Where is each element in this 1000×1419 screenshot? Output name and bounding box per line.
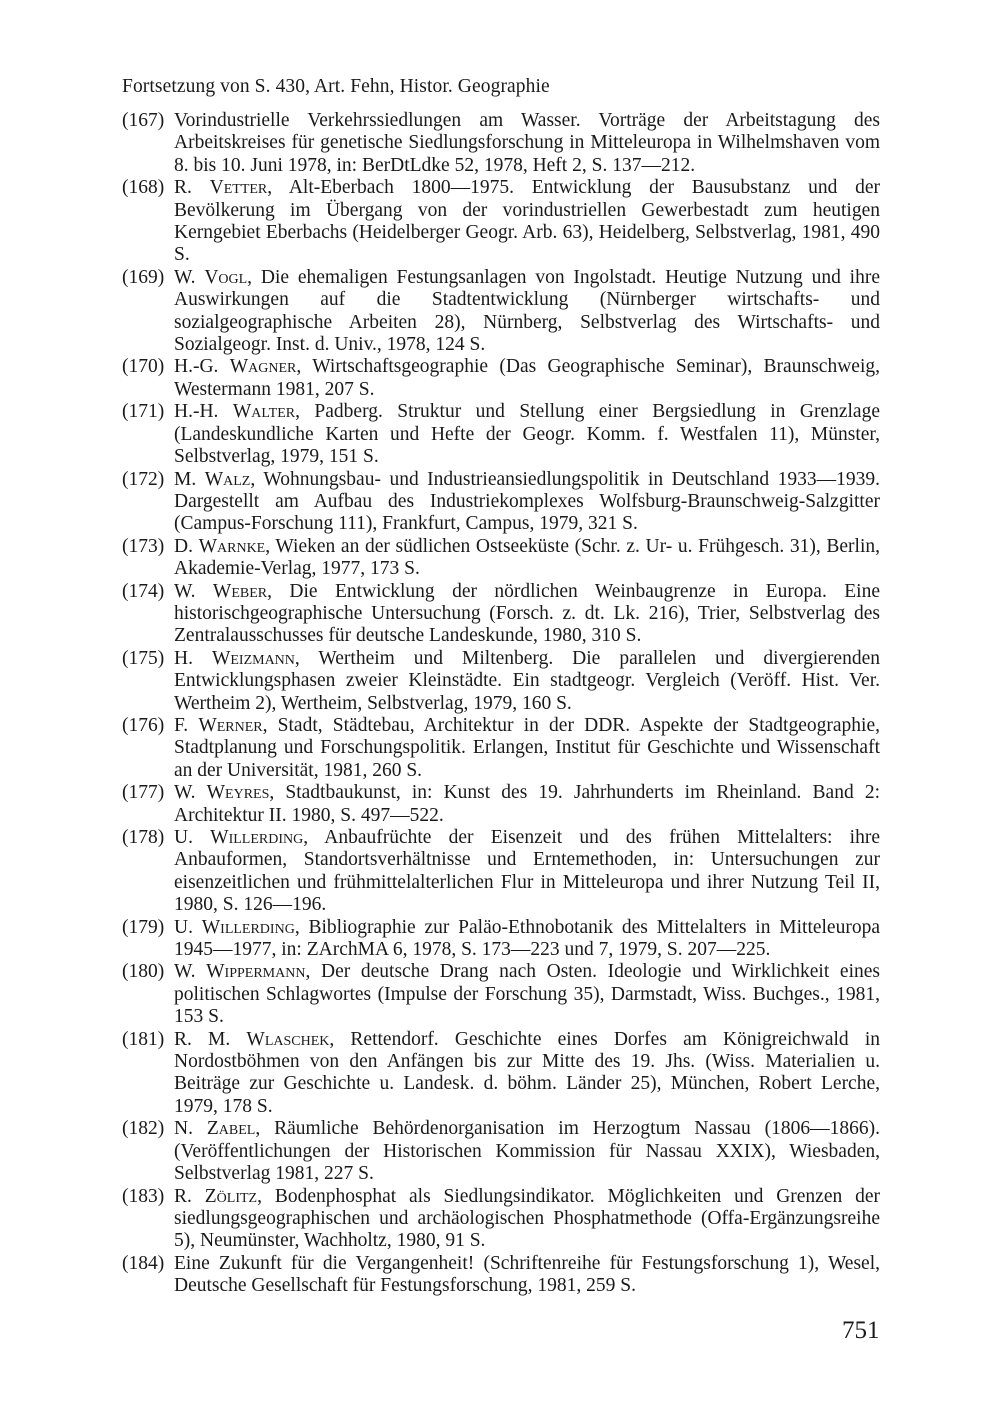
entry-initials: W. — [174, 580, 213, 602]
entry-description: , Rettendorf. Geschichte eines Dorfes am Königreichwald in Nordostböhmen von den Anfängen bis zur Mitte des 19. Jhs. (Wiss. Materialien u. Beiträge zur Geschichte u. Landesk. d. böhm. Länder 25), München, Robert Lerche, 1979, 178 S. — [174, 1028, 880, 1117]
entry-text — [174, 177, 880, 267]
entry-number: (167) — [122, 110, 165, 131]
entry-author: Willerding — [210, 827, 304, 848]
entry-number: (176) — [122, 714, 165, 736]
entry-author: Zabel — [206, 1118, 256, 1140]
entry-author: Vogl — [204, 266, 248, 288]
entry-text — [174, 1186, 880, 1253]
entry-initials: F. — [174, 714, 199, 736]
entry-description: , Wohnungsbau- und Industrieansiedlungspolitik in Deutschland 1933—1939. Dargestellt am Aufbau des Industriekomplexes Wolfsburg-Braunschweig-Salzgitter (Campus-Forschung 111), Frankfurt, Campus, 1979, 321 S. — [174, 468, 880, 535]
entry-text — [174, 648, 880, 715]
bibliography-entry — [122, 1253, 880, 1298]
entry-description: , Räumliche Behördenorganisation im Herzogtum Nassau (1806—1866). (Veröffentlichungen der Historischen Kommission für Nassau XXIX), Wiesbaden, Selbstverlag 1981, 227 S. — [174, 1118, 880, 1185]
entry-description: , Der deutsche Drang nach Osten. Ideologie und Wirklichkeit eines politischen Schlagwortes (Impulse der Forschung 35), Darmstadt, Wiss. Buchges., 1981, 153 S. — [174, 961, 880, 1028]
entry-text — [174, 267, 880, 357]
bibliography-entry — [122, 401, 880, 468]
entry-initials: H. — [174, 647, 212, 669]
entry-author: Walz — [204, 468, 251, 490]
bibliography-entry — [122, 267, 880, 357]
entry-description: , Padberg. Struktur und Stellung einer Bergsiedlung in Grenzlage (Landeskundliche Karten und Hefte der Geogr. Komm. f. Westfalen 11), Münster, Selbstverlag, 1979, 151 S. — [174, 401, 880, 468]
bibliography-entry — [122, 827, 880, 917]
entry-text — [174, 917, 880, 962]
entry-number: (178) — [122, 827, 165, 848]
entry-description: , Alt-Eberbach 1800—1975. Entwicklung der Bausubstanz und der Bevölkerung im Übergang von der vorindustriellen Gewerbestadt zum heutigen Kerngebiet Eberbachs (Heidelberger Geogr. Arb. 63), Heidelberg, Selbstverlag, 1981, 490 S. — [174, 177, 880, 266]
entry-initials: R. — [174, 177, 210, 199]
bibliography-entry — [122, 715, 880, 782]
entry-number: (177) — [122, 782, 165, 804]
entry-text — [174, 827, 880, 917]
entry-description: , Stadt, Städtebau, Architektur in der DDR. Aspekte der Stadtgeographie, Stadtplanung und Forschungspolitik. Erlangen, Institut für Geschichte und Wissenschaft an der Universität, 1981, 260 S. — [174, 714, 880, 781]
entry-number: (171) — [122, 401, 165, 423]
entry-initials: W. — [174, 782, 207, 804]
bibliography-entry — [122, 648, 880, 715]
entry-description: , Wieken an der südlichen Ostseeküste (Schr. z. Ur- u. Frühgesch. 31), Berlin, Akademie-Verlag, 1977, 173 S. — [174, 535, 880, 580]
entry-initials: M. — [174, 468, 205, 490]
bibliography-entry — [122, 581, 880, 648]
bibliography-entry — [122, 1118, 880, 1185]
entry-number: (172) — [122, 468, 165, 490]
entry-description: , Bodenphosphat als Siedlungsindikator. Möglichkeiten und Grenzen der siedlungsgeographischen und archäologischen Phosphatmethode (Offa-Ergänzungsreihe 5), Neumünster, Wachholtz, 1980, 91 S. — [174, 1185, 880, 1252]
entry-number: (175) — [122, 647, 165, 669]
entry-initials: N. — [174, 1118, 207, 1140]
entry-initials: D. — [174, 535, 199, 557]
entry-initials: H.-H. — [174, 401, 233, 423]
entry-number: (170) — [122, 356, 165, 378]
entry-description: , Die Entwicklung der nördlichen Weinbaugrenze in Europa. Eine historischgeographische Untersuchung (Forsch. z. dt. Lk. 216), Trier, Selbstverlag des Zentralausschusses für deutsche Landeskunde, 1980, 310 S. — [174, 580, 880, 647]
bibliography-entry — [122, 177, 880, 267]
entry-author: Weyres — [206, 782, 270, 804]
entry-text — [174, 356, 880, 401]
page-number: 751 — [842, 1317, 880, 1344]
entry-author: Wagner — [229, 356, 297, 378]
entry-author: Wippermann — [206, 961, 306, 983]
entry-description: , Anbaufrüchte der Eisenzeit und des frühen Mittelalters: ihre Anbauformen, Standortsverhältnisse und Erntemethoden, in: Untersuchungen zur eisenzeitlichen und frühmittelalterlichen Flur in Mitteleuropa und ihrer Nutzung Teil II, 1980, S. 126—196. — [174, 827, 880, 916]
entry-text — [174, 581, 880, 648]
entry-author: Weber — [212, 580, 268, 602]
entry-description: Vorindustrielle Verkehrssiedlungen am Wasser. Vorträge der Arbeitstagung des Arbeitskreises für genetische Siedlungsforschung in Mitteleuropa in Wilhelmshaven vom 8. bis 10. Juni 1978, in: BerDtLdke 52, 1978, Heft 2, S. 137—212. — [174, 110, 880, 176]
bibliography-entry — [122, 536, 880, 581]
entry-initials: R. M. — [174, 1028, 247, 1050]
entry-description: , Wertheim und Miltenberg. Die parallelen und divergierenden Entwicklungsphasen zweier Kleinstädte. Ein stadtgeogr. Vergleich (Veröff. Hist. Ver. Wertheim 2), Wertheim, Selbstverlag, 1979, 160 S. — [174, 647, 880, 714]
entry-author: Zölitz — [204, 1185, 258, 1207]
entry-author: Wlaschek — [246, 1028, 330, 1050]
bibliography-list — [122, 110, 880, 1298]
entry-description: , Stadtbaukunst, in: Kunst des 19. Jahrhunderts im Rheinland. Band 2: Architektur II. 1980, S. 497—522. — [174, 782, 880, 826]
bibliography-entry — [122, 1186, 880, 1253]
entry-description: , Bibliographie zur Paläo-Ethnobotanik des Mittelalters in Mitteleuropa 1945—1977, in: ZArchMA 6, 1978, S. 173—223 und 7, 1979, S. 207—225. — [174, 916, 880, 961]
entry-description: , Die ehemaligen Festungsanlagen von Ingolstadt. Heutige Nutzung und ihre Auswirkungen auf die Stadtentwicklung (Nürnberger wirtschafts- und sozialgeographische Arbeiten 28), Nürnberg, Selbstverlag des Wirtschafts- und Sozialgeogr. Inst. d. Univ., 1978, 124 S. — [174, 266, 880, 356]
entry-number: (174) — [122, 580, 165, 602]
entry-text — [174, 715, 880, 782]
entry-initials: W. — [174, 266, 205, 288]
entry-initials: R. — [174, 1185, 205, 1207]
entry-author: Vetter — [209, 177, 268, 199]
entry-text — [174, 536, 880, 581]
entry-author: Walter — [232, 401, 296, 423]
entry-number: (184) — [122, 1252, 165, 1274]
bibliography-entry — [122, 356, 880, 401]
entry-text — [174, 401, 880, 468]
entry-initials: U. — [174, 827, 211, 848]
bibliography-entry — [122, 469, 880, 536]
entry-number: (183) — [122, 1185, 165, 1207]
continuation-note: Fortsetzung von S. 430, Art. Fehn, Histor. Geographie — [122, 76, 550, 97]
entry-initials: H.-G. — [174, 356, 230, 378]
entry-text — [174, 961, 880, 1028]
bibliography-entry — [122, 917, 880, 962]
bibliography-entry — [122, 782, 880, 827]
entry-number: (180) — [122, 961, 165, 983]
entry-text — [174, 782, 880, 827]
entry-number: (168) — [122, 177, 165, 199]
entry-initials: W. — [174, 961, 207, 983]
entry-author: Weizmann — [211, 647, 295, 669]
entry-author: Werner — [198, 714, 263, 736]
bibliography-entry — [122, 1029, 880, 1119]
entry-text — [174, 110, 880, 177]
bibliography-entry — [122, 961, 880, 1028]
entry-initials: U. — [174, 916, 202, 938]
entry-description: Eine Zukunft für die Vergangenheit! (Schriftenreihe für Festungsforschung 1), Wesel, Deutsche Gesellschaft für Festungsforschung, 1981, 259 S. — [174, 1252, 880, 1297]
entry-number: (182) — [122, 1118, 165, 1140]
entry-number: (181) — [122, 1028, 165, 1050]
entry-text — [174, 1253, 880, 1298]
entry-number: (169) — [122, 266, 165, 288]
entry-text — [174, 1118, 880, 1185]
entry-author: Warnke — [198, 535, 266, 557]
entry-text — [174, 469, 880, 536]
entry-number: (173) — [122, 535, 165, 557]
entry-description: , Wirtschaftsgeographie (Das Geographische Seminar), Braunschweig, Westermann 1981, 207 S. — [174, 356, 880, 400]
bibliography-entry — [122, 110, 880, 177]
entry-author: Willerding — [201, 916, 295, 938]
document-page — [122, 74, 880, 1298]
entry-number: (179) — [122, 916, 165, 938]
entry-text — [174, 1029, 880, 1119]
